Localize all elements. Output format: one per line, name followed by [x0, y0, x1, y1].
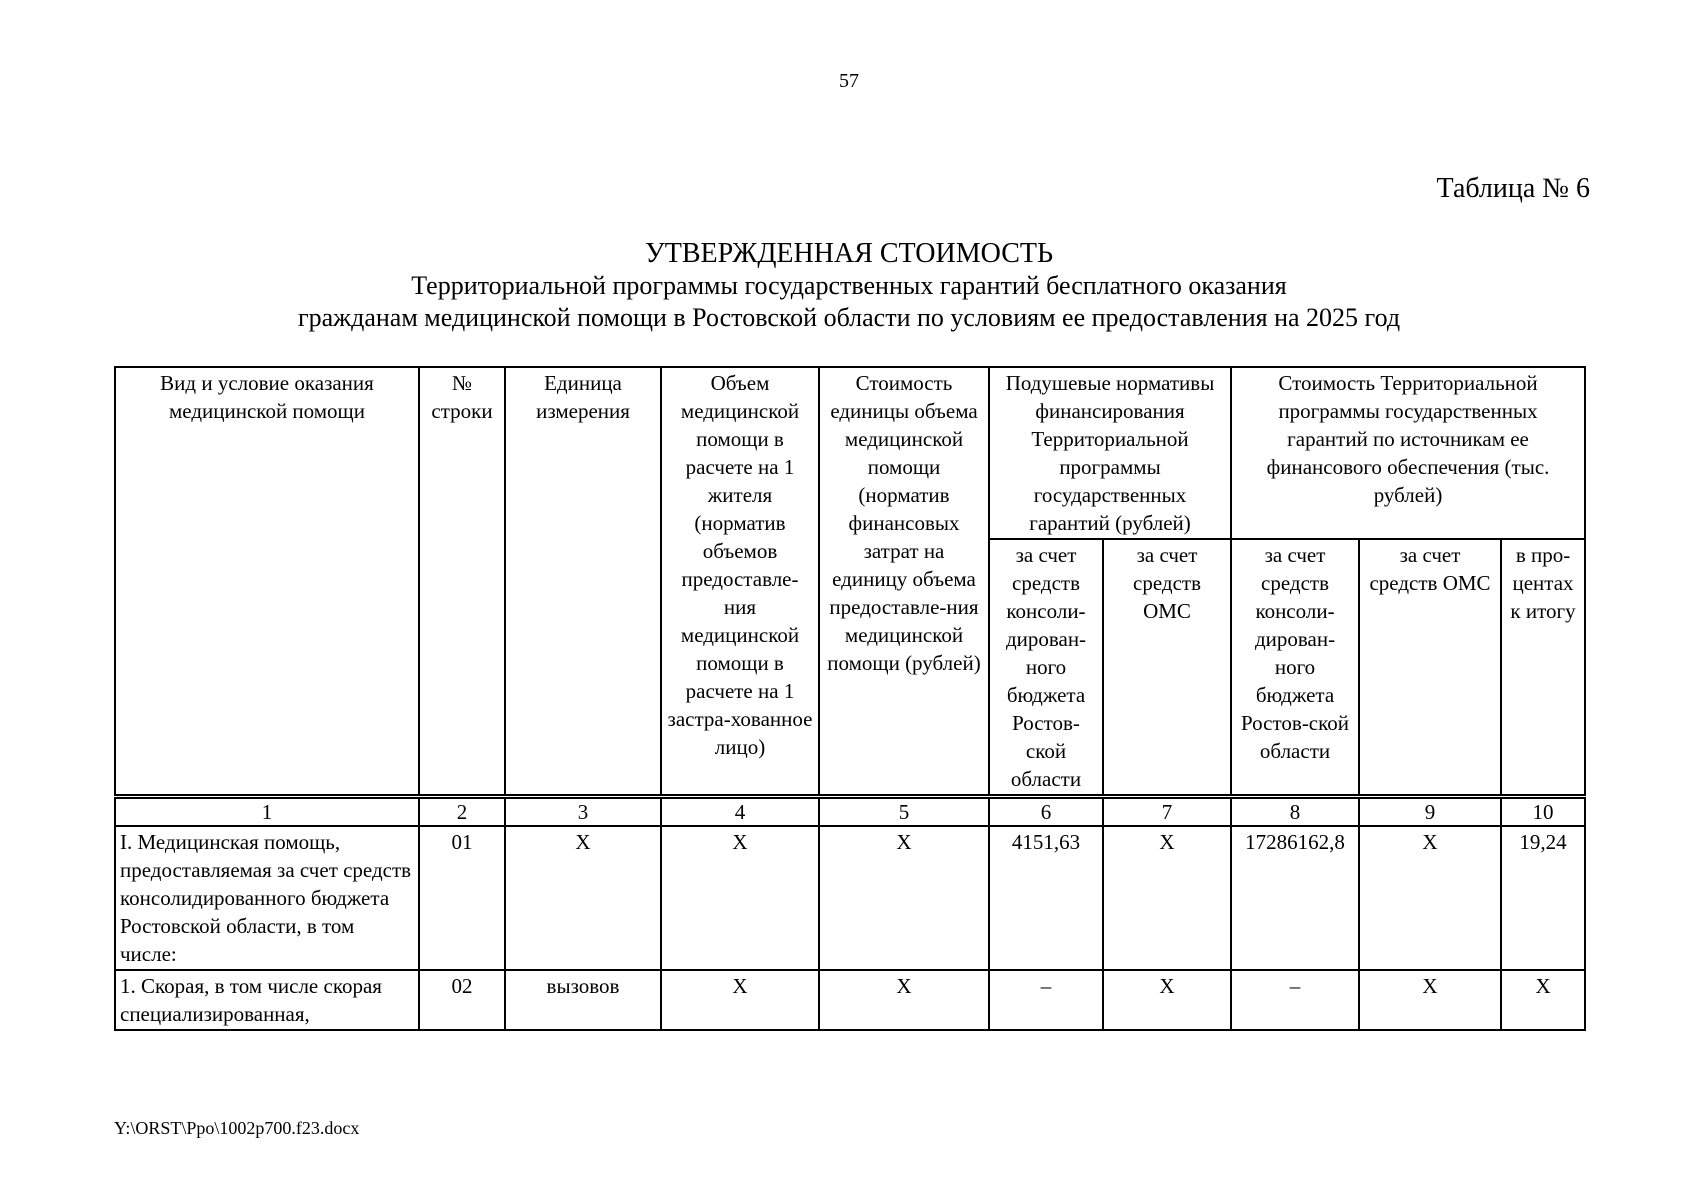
- header-unit: Единица измерения: [505, 367, 661, 797]
- table-cell: Х: [505, 826, 661, 970]
- table-cell: 17286162,8: [1231, 826, 1359, 970]
- column-number: 9: [1359, 797, 1501, 827]
- title-main: УТВЕРЖДЕННАЯ СТОИМОСТЬ: [644, 238, 1054, 269]
- table-row: [115, 826, 1585, 970]
- table-cell: 01: [419, 826, 505, 970]
- column-number: 8: [1231, 797, 1359, 827]
- header-per-capita-budget: за счет средств консоли-дирован-ного бюджета Ростов-ской области: [989, 539, 1103, 797]
- table-cell: Х: [661, 826, 819, 970]
- header-unit-cost: Стоимость единицы объема медицинской помощи (норматив финансовых затрат на единицу объема предоставле-ния медицинской помощи (рублей): [819, 367, 989, 797]
- column-number: 7: [1103, 797, 1231, 827]
- table-cell: 19,24: [1501, 826, 1585, 970]
- table-cell: вызовов: [505, 970, 661, 1030]
- table-cell: Х: [819, 970, 989, 1030]
- header-kind: Вид и условие оказания медицинской помощи: [115, 367, 419, 797]
- row-name: 1. Скорая, в том числе скорая специализированная,: [115, 970, 419, 1030]
- title-line-3: гражданам медицинской помощи в Ростовской области по условиям ее предоставления на 2025 год: [297, 303, 1401, 332]
- column-number: 3: [505, 797, 661, 827]
- column-number: 10: [1501, 797, 1585, 827]
- header-percent: в про-центах к итогу: [1501, 539, 1585, 797]
- column-number: 6: [989, 797, 1103, 827]
- document-title: [0, 238, 1698, 334]
- table-cell: 4151,63: [989, 826, 1103, 970]
- column-number: 1: [115, 797, 419, 827]
- table-cell: Х: [1359, 826, 1501, 970]
- file-path: Y:\ORST\Ppo\1002p700.f23.docx: [114, 1118, 360, 1138]
- header-per-capita-oms: за счет средств ОМС: [1103, 539, 1231, 797]
- header-program-cost-group: Стоимость Территориальной программы государственных гарантий по источникам ее финансового обеспечения (тыс. рублей): [1231, 367, 1585, 539]
- column-number-row: [115, 797, 1585, 827]
- cost-table: [114, 366, 1586, 1031]
- table-label: Таблица № 6: [1436, 173, 1590, 204]
- row-name: I. Медицинская помощь, предоставляемая за счет средств консолидированного бюджета Ростовской области, в том числе:: [115, 826, 419, 970]
- table-cell: Х: [1501, 970, 1585, 1030]
- table-cell: 02: [419, 970, 505, 1030]
- table-cell: Х: [1103, 826, 1231, 970]
- table-cell: Х: [1359, 970, 1501, 1030]
- column-number: 5: [819, 797, 989, 827]
- header-volume: Объем медицинской помощи в расчете на 1 жителя (норматив объемов предоставле-ния медицинской помощи в расчете на 1 застра-хованное лицо): [661, 367, 819, 797]
- table-cell: Х: [819, 826, 989, 970]
- header-per-capita-group: Подушевые нормативы финансирования Территориальной программы государственных гарантий (рублей): [989, 367, 1231, 539]
- title-line-2: Территориальной программы государственных гарантий бесплатного оказания: [411, 271, 1287, 300]
- table-cell: Х: [661, 970, 819, 1030]
- header-cost-oms: за счет средств ОМС: [1359, 539, 1501, 797]
- header-row-number: № строки: [419, 367, 505, 797]
- table-cell: –: [1231, 970, 1359, 1030]
- table-cell: Х: [1103, 970, 1231, 1030]
- table-row: [115, 970, 1585, 1030]
- page-number: 57: [839, 70, 859, 92]
- table-cell: –: [989, 970, 1103, 1030]
- column-number: 4: [661, 797, 819, 827]
- column-number: 2: [419, 797, 505, 827]
- header-cost-budget: за счет средств консоли-дирован-ного бюджета Ростов-ской области: [1231, 539, 1359, 797]
- header-row-1: [115, 367, 1585, 539]
